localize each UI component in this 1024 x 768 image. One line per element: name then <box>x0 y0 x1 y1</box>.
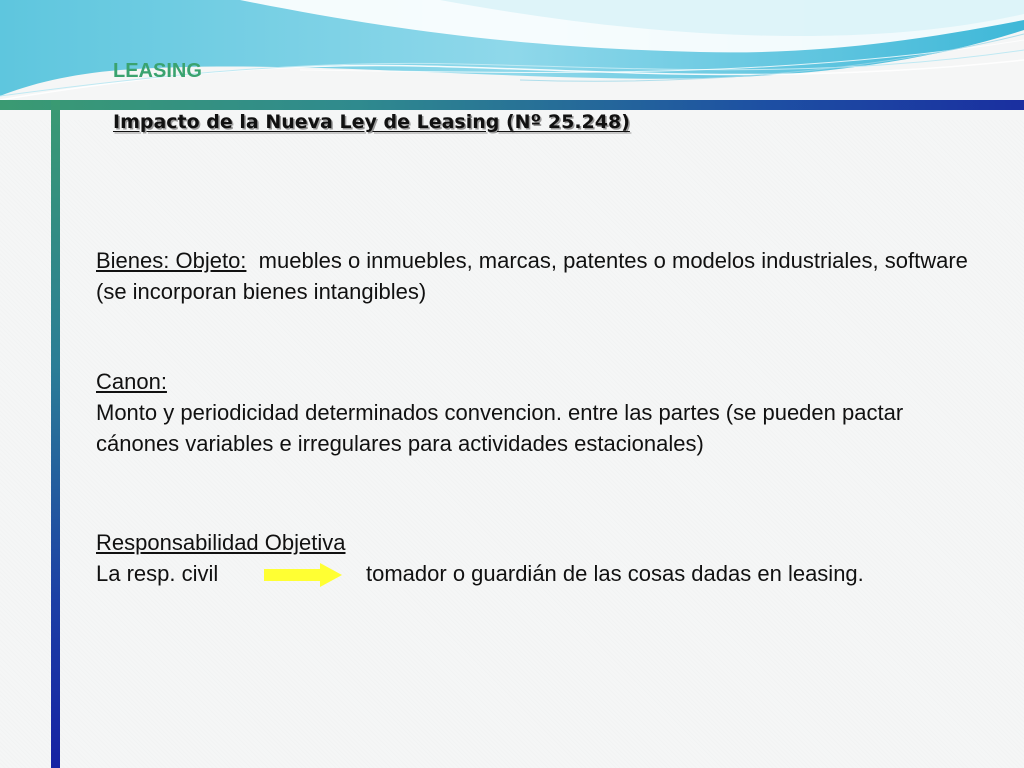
responsabilidad-label: Responsabilidad Objetiva <box>96 530 346 555</box>
slide-subtitle: Impacto de la Nueva Ley de Leasing (Nº 25.248) <box>113 111 630 133</box>
header-divider-bar <box>0 100 1024 110</box>
responsabilidad-line <box>96 558 976 589</box>
responsabilidad-text-before: La resp. civil <box>96 561 219 586</box>
section-title: LEASING <box>113 60 202 82</box>
left-accent-bar <box>51 100 60 768</box>
responsabilidad-block <box>96 527 976 589</box>
canon-label: Canon: <box>96 369 167 394</box>
right-arrow-icon <box>264 563 342 587</box>
bienes-label: Bienes: Objeto: <box>96 248 247 273</box>
bienes-text: muebles o inmuebles, marcas, patentes o modelos industriales, software (se incorporan bienes intangibles) <box>96 248 968 304</box>
responsabilidad-text-after: tomador o guardián de las cosas dadas en leasing. <box>366 561 864 586</box>
bienes-block <box>96 245 976 307</box>
canon-text: Monto y periodicidad determinados convencion. entre las partes (se pueden pactar cánones variables e irregulares para actividades estacionales) <box>96 400 904 456</box>
canon-block <box>96 366 976 459</box>
